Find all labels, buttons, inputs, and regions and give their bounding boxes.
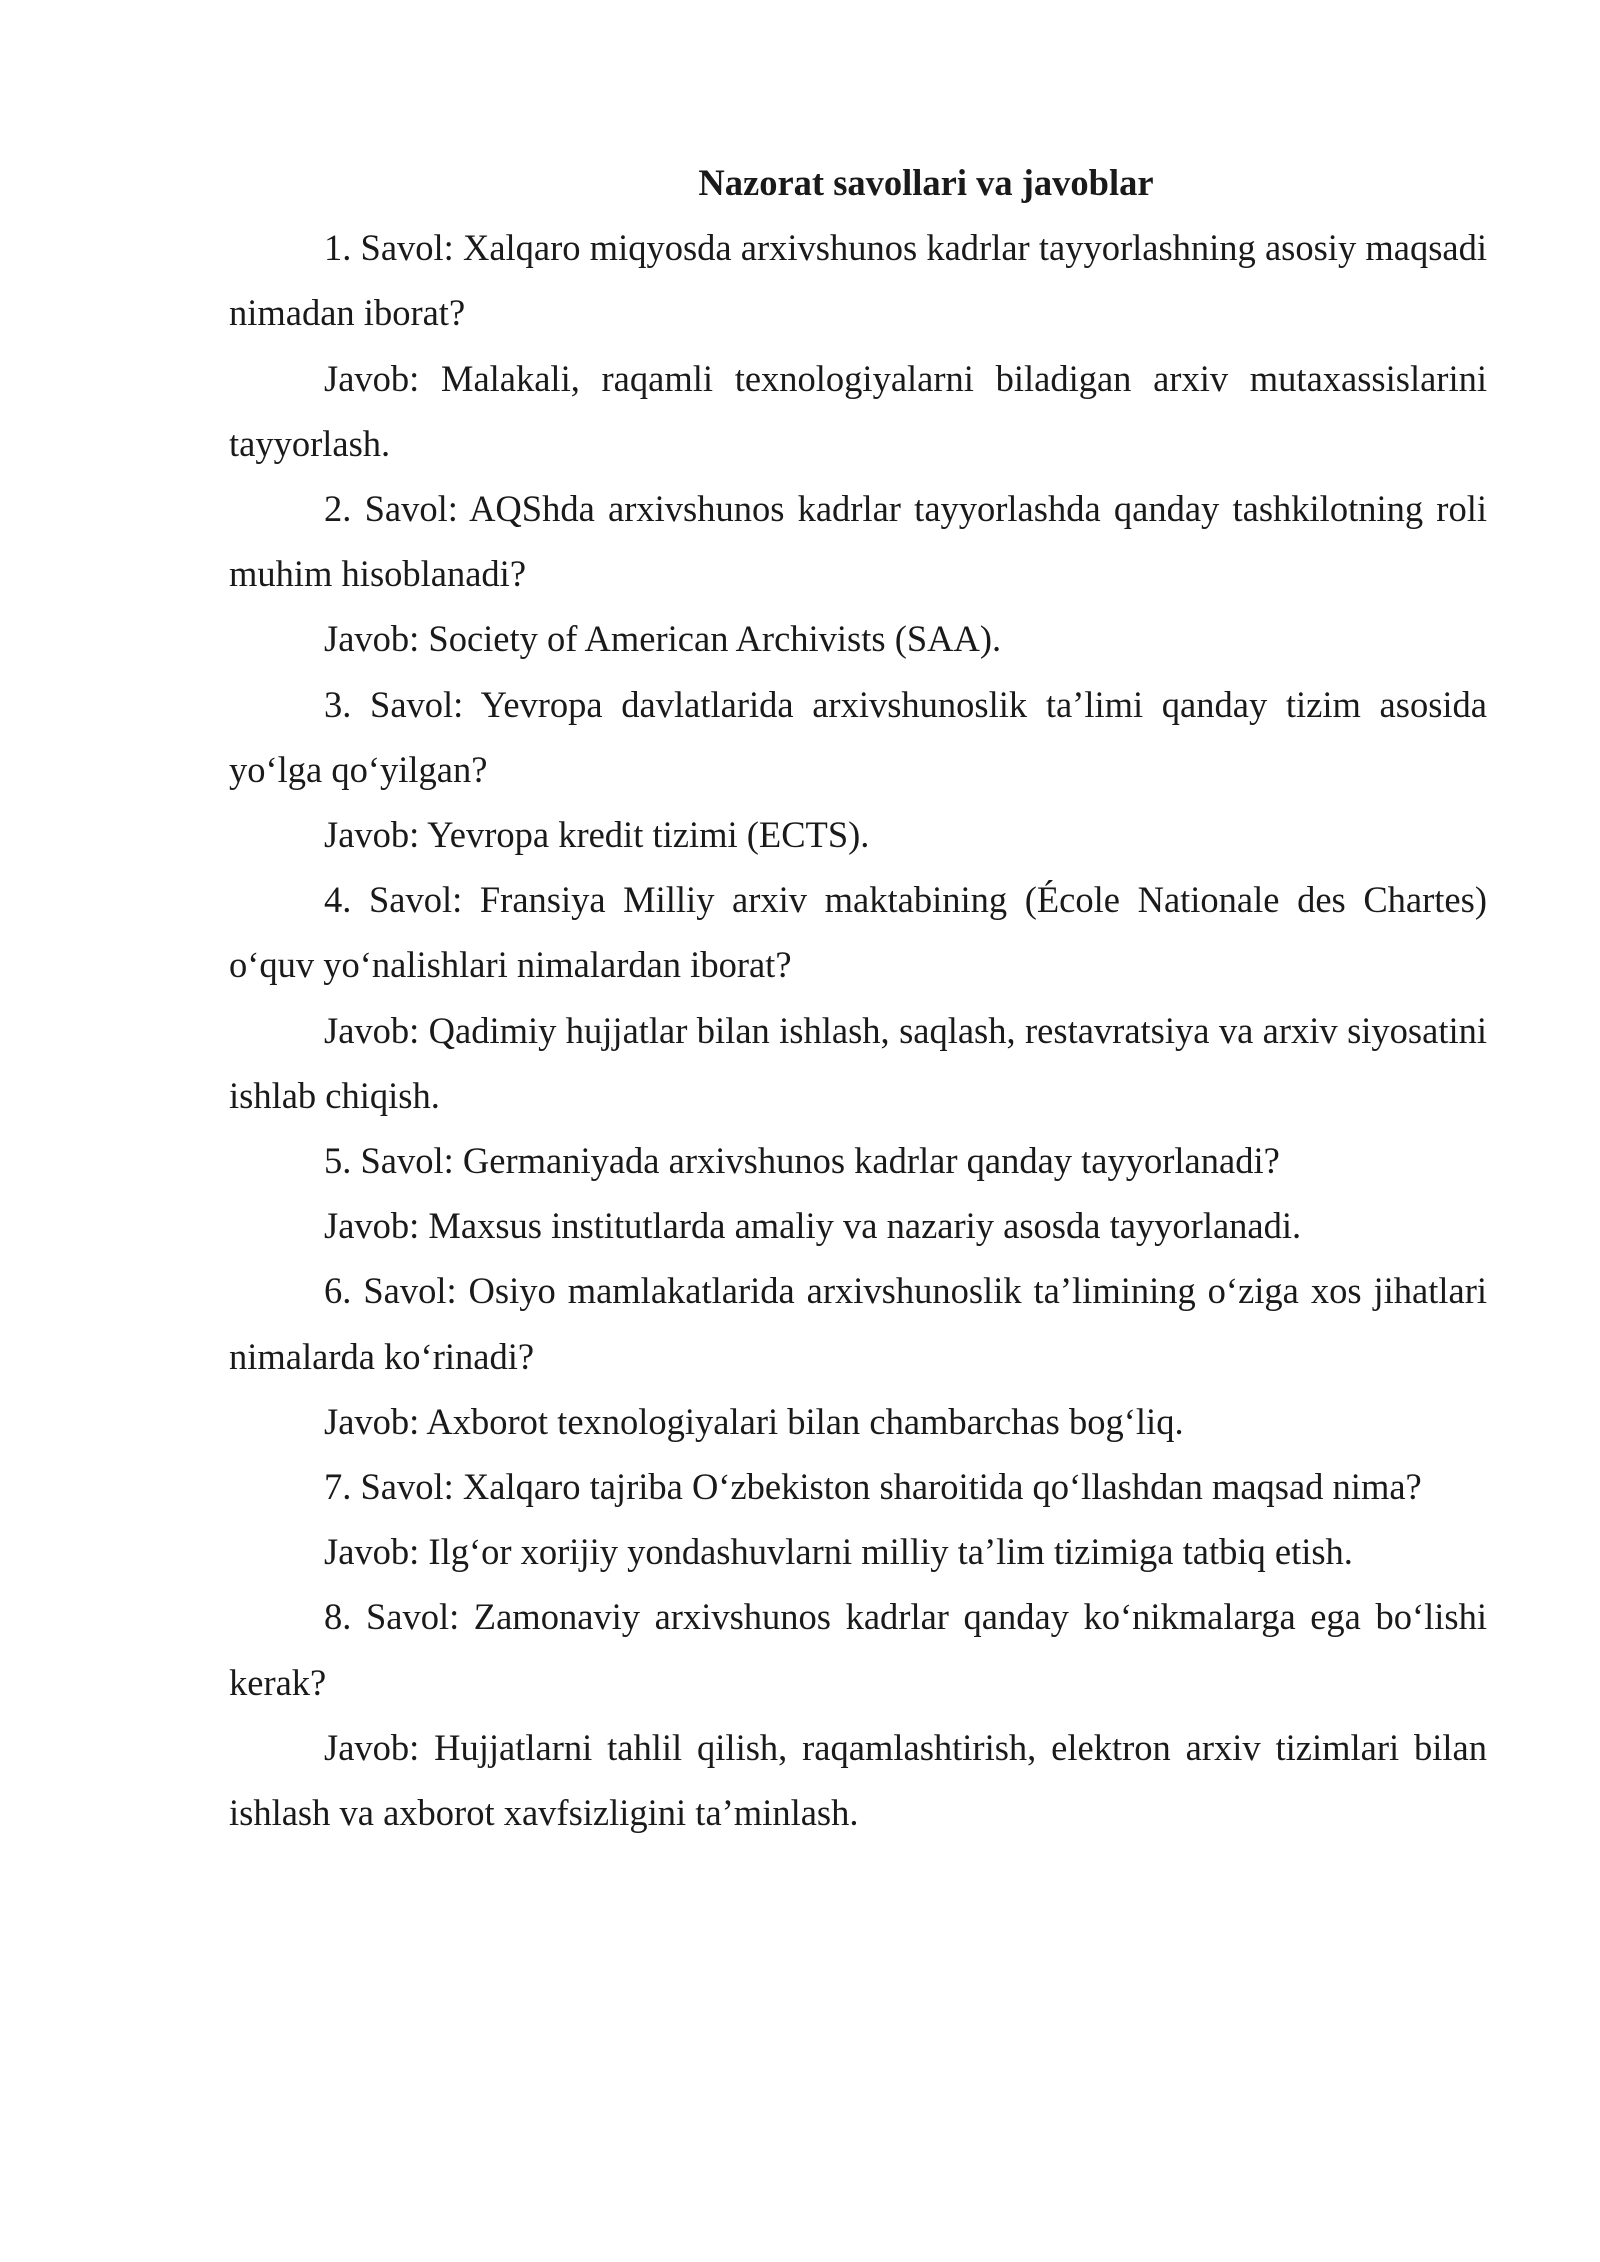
- answer-3: Javob: Yevropa kredit tizimi (ECTS).: [324, 814, 870, 856]
- answer-1: Javob: Malakali, raqamli texnologiyalarni biladigan arxiv mutaxassislarini tayyorlash.: [229, 357, 1487, 464]
- question-7: 7. Savol: Xalqaro tajriba O‘zbekiston sharoitida qo‘llashdan maqsad nima?: [324, 1466, 1422, 1508]
- document-body: [229, 150, 1487, 1845]
- question-2: 2. Savol: AQShda arxivshunos kadrlar tayyorlashda qanday tashkilotning roli muhim hisoblanadi?: [229, 488, 1487, 595]
- page-title: Nazorat savollari va javoblar: [698, 162, 1154, 203]
- question-1: 1. Savol: Xalqaro miqyosda arxivshunos kadrlar tayyorlashning asosiy maqsadi nimadan iborat?: [229, 227, 1487, 334]
- answer-7: Javob: Ilg‘or xorijiy yondashuvlarni milliy ta’lim tizimiga tatbiq etish.: [324, 1531, 1353, 1573]
- question-8: 8. Savol: Zamonaviy arxivshunos kadrlar qanday ko‘nikmalarga ega bo‘lishi kerak?: [229, 1596, 1487, 1703]
- answer-5: Javob: Maxsus institutlarda amaliy va nazariy asosda tayyorlanadi.: [324, 1205, 1302, 1247]
- answer-2: Javob: Society of American Archivists (SAA).: [324, 618, 1002, 660]
- question-5: 5. Savol: Germaniyada arxivshunos kadrlar qanday tayyorlanadi?: [324, 1140, 1280, 1182]
- answer-4: Javob: Qadimiy hujjatlar bilan ishlash, saqlash, restavratsiya va arxiv siyosatini ishlab chiqish.: [229, 1009, 1487, 1116]
- question-6: 6. Savol: Osiyo mamlakatlarida arxivshunoslik ta’limining o‘ziga xos jihatlari nimalarda ko‘rinadi?: [229, 1270, 1487, 1377]
- answer-8: Javob: Hujjatlarni tahlil qilish, raqamlashtirish, elektron arxiv tizimlari bilan ishlash va axborot xavfsizligini ta’minlash.: [229, 1726, 1487, 1834]
- answer-6: Javob: Axborot texnologiyalari bilan chambarchas bog‘liq.: [324, 1400, 1184, 1442]
- question-3: 3. Savol: Yevropa davlatlarida arxivshunoslik ta’limi qanday tizim asosida yo‘lga qo‘yilgan?: [229, 683, 1487, 790]
- question-4: 4. Savol: Fransiya Milliy arxiv maktabining (École Nationale des Chartes) o‘quv yo‘nalishlari nimalardan iborat?: [229, 879, 1487, 986]
